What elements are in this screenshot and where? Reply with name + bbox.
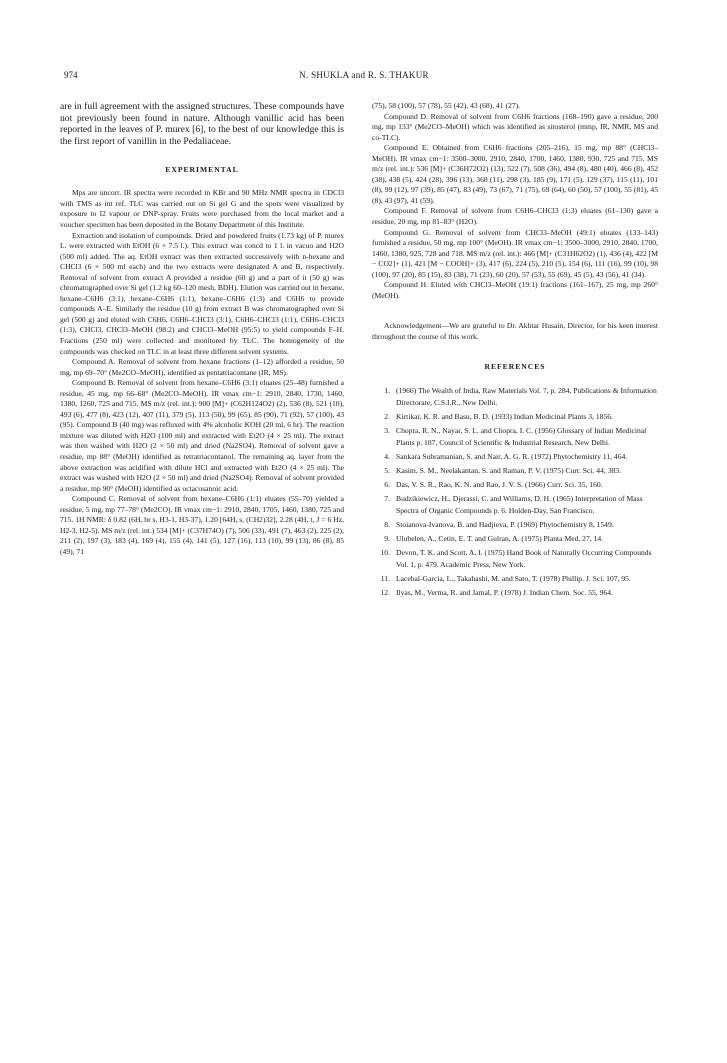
paragraph-compound-d: Compound D. Removal of solvent from C6H6 fractions (168–190) gave a residue, 200 mg, mp 133° (Me2CO–MeOH) which was identified as sitosterol (mmp, IR, NMR, MS and co-TLC). <box>372 111 658 142</box>
intro-paragraph: are in full agreement with the assigned structures. These compounds have not previously been found in nature. Although vanillic acid has been reported in the leaves of P. murex [6], to the best of our knowledge this is the first report of vanillin in the Pedaliaceae. <box>60 101 344 148</box>
paragraph-extraction: Extraction and isolation of compounds. Dried and powdered fruits (1.73 kg) of P. murex L. were extracted with EtOH (6 × 7.5 l.). This extract was concd to 1 l. in vacuo and H2O (500 ml) added. The aq. EtOH extract was then extracted successively with n-hexane and CHCl3 (6 × 500 ml each) and the two extracts were designated A and B, respectively. Removal of solvent from extract A provided a residue (60 g) and a part of it (50 g) was chromatographed over Si gel (1.2 kg 60–120 mesh, BDH). Elution was carried out in hexane, hexane–C6H6 (3:1), hexane–C6H6 (1:1), hexane–C6H6 (1:3) and C6H6 to provide compounds A–E. Similarly the residue (10 g) from extract B was chromatographed over Si gel (500 g) and eluted with C6H6, C6H6–CHCl3 (3:1), C6H6–CHCl3 (1:1), C6H6–CHCl3 (1:3), CHCl3, CHCl3–MeOH (98:2) and CHCl3–MeOH (95:5) to yield compounds F–H. Fractions (250 ml) were collected and monitored by TLC. The homogeneity of the compounds was checked on TLC in at least three different solvent systems. <box>60 230 344 356</box>
reference-item: 1. (1966) The Wealth of India, Raw Materials Vol. 7, p. 284, Publications & Information Directorate, C.S.I.R., New Delhi. <box>384 386 657 408</box>
reference-item: 5. Kasim, S. M., Neelakantan, S. and Raman, P. V. (1975) Curr. Sci. 44, 383. <box>384 466 621 476</box>
paragraph-compound-e: Compound E. Obtained from C6H6 fractions (205–216), 15 mg, mp 88° (CHCl3–MeOH). IR νmax cm−1: 3500–3000, 2910, 2840, 1700, 1460, 1380, 930, 725 and 715. MS m/z (rel. int.): 536 [M]+ (C36H72O2) (13), 522 (7), 508 (36), 494 (8), 480 (40), 466 (8), 452 (38), 438 (5), 424 (28), 396 (13), 368 (11), 298 (3), 185 (9), 171 (5), 129 (37), 115 (11), 101 (8), 99 (12), 97 (39), 85 (47), 83 (49), 73 (67), 71 (75), 69 (64), 60 (50), 57 (100), 55 (81), 45 (8), 43 (97), 41 (59). <box>372 143 658 205</box>
references-list <box>372 385 658 599</box>
paragraph-compound-g: Compound G. Removal of solvent from CHCl3–MeOH (49:1) eluates (133–143) furnished a residue, 50 mg, mp 100° (MeOH). IR νmax cm−1: 3500–3000, 2910, 2840, 1700, 1460, 1380, 925, 728 and 718. MS m/z (rel. int.): 466 [M]+ (C31H62O2) (1), 436 (4), 422 [M − CO2]+ (1), 421 [M − COOH]+ (3), 417 (6), 224 (5), 210 (5), 154 (6), 111 (16), 99 (10), 98 (100), 97 (20), 85 (15), 83 (38), 71 (23), 60 (20), 57 (53), 55 (69), 45 (5), 43 (56), 41 (34). <box>372 227 658 279</box>
reference-item: 4. Sankara Subramanian, S. and Nair, A. G. R. (1972) Phytochemistry 11, 464. <box>384 452 628 462</box>
paragraph-compound-b: Compound B. Removal of solvent from hexane–C6H6 (3:1) eluates (25–48) furnished a residue, 45 mg, mp 66–68° (Me2CO–MeOH). IR νmax cm−1: 2910, 2840, 1730, 1460, 1380, 1260, 725 and 715. MS m/z (rel. int.): 900 [M]+ (C62H124O2) (2), 536 (8), 521 (10), 493 (6), 477 (8), 423 (12), 407 (11), 379 (5), 113 (50), 99 (65), 85 (90), 71 (92), 57 (100), 43 (95). Compound B (40 mg) was refluxed with 4% alcoholic KOH (20 ml, 6 hr). The reaction mixture was diluted with H2O (100 ml) and extracted with Et2O (4 × 25 ml). The extract was then washed with H2O (2 × 50 ml) and dried (Na2SO4). Removal of solvent gave a residue, mp 88° (MeOH) identified as tetratriacontanol. The remaining aq. layer from the above extraction was acidified with dilute HCl and extracted with Et2O (4 × 25 ml). The extract was washed with H2O (2 × 50 ml) and dried (Na2SO4). Removal of solvent provided a residue, mp 90° (MeOH) identified as octacosanoic acid. <box>60 378 344 493</box>
page-header <box>64 70 664 84</box>
running-head-authors: N. SHUKLA and R. S. THAKUR <box>299 70 429 80</box>
reference-item: 10. Devon, T. K. and Scott, A. I. (1975) Hand Book of Naturally Occurring Compounds Vol. 1, p. 479. Academic Press, New York. <box>380 548 652 570</box>
page-number: 974 <box>64 70 78 80</box>
references-heading: REFERENCES <box>484 362 546 372</box>
reference-item: 2. Kirtikar, K. R. and Basu, B. D. (1933) Indian Medicinal Plants 3, 1856. <box>384 412 613 422</box>
reference-item: 7. Budzikiewicz, H., Djerassi, C. and Williams, D. H. (1965) Interpretation of Mass Spectra of Organic Compounds p. 6. Holden-Day, San Francisco. <box>384 494 643 516</box>
paragraph-compound-c: Compound C. Removal of solvent from hexane–C6H6 (1:1) eluates (55–70) yielded a residue, 5 mg, mp 77–78° (Me2CO). IR νmax cm−1: 2910, 2840, 1705, 1460, 1380, 725 and 715. 1H NMR: δ 0.82 (6H, br s, H3-1, H3-37), 1.20 [64H, s, (CH2)32], 2.28 (4H, t, J = 6 Hz, H2-3, H2-5). MS m/z (rel. int.) 534 [M]+ (C37H74O) (7), 506 (33), 491 (7), 463 (2), 225 (2), 211 (2), 197 (3), 183 (4), 169 (4), 155 (4), 141 (5), 127 (16), 113 (10), 99 (13), 86 (8), 85 (49), 71 <box>60 494 344 556</box>
reference-item: 12. Ilyas, M., Verma, R. and Jamal, P. (1978) J. Indian Chem. Soc. 55, 964. <box>380 588 613 598</box>
paragraph-methods: Mps are uncorr. IR spectra were recorded in KBr and 90 MHz NMR spectra in CDCl3 with TMS as int ref. TLC was carried out on Si gel G and the spots were visualized by exposure to I2 vapour or DNP-spray. Fruits were purchased from the local market and a voucher specimen has been deposited in the Botany Department of this Institute. <box>60 188 344 229</box>
section-heading: EXPERIMENTAL <box>165 164 239 174</box>
left-column <box>60 101 344 558</box>
reference-item: 11. Lacebal-Garcia, L., Takahashi, M. and Sato, T. (1978) Phillip. J. Sci. 107, 95. <box>380 574 631 584</box>
paragraph-compound-f: Compound F. Removal of solvent from C6H6–CHCl3 (1:3) eluates (61–130) gave a residue, 20 mg, mp 81–83° (H2O). <box>372 206 658 227</box>
acknowledgement: Acknowledgement—We are grateful to Dr. Akhtar Husain, Director, for his keen interest throughout the course of this work. <box>372 321 658 341</box>
reference-item: 9. Ulubelen, A., Cetin, E. T. and Gulran, A. (1975) Planta Med. 27, 14. <box>384 534 604 544</box>
reference-item: 6. Das, V. S. R., Rao, K. N. and Rao, J. V. S. (1966) Curr. Sci. 35, 160. <box>384 480 603 490</box>
paragraph-continued: (75), 58 (100), 57 (78), 55 (42), 43 (68), 41 (27). <box>372 101 521 110</box>
paragraph-compound-a: Compound A. Removal of solvent from hexane fractions (1–12) afforded a residue, 50 mg, mp 69–70° (Me2CO–MeOH), identified as pentatriacontane (IR, MS). <box>60 357 344 377</box>
paragraph-compound-h: Compound H. Eluted with CHCl3–MeOH (19:1) fractions (161–167), 25 mg, mp 260° (MeOH). <box>372 280 658 300</box>
reference-item: 8. Stoianova-Ivanova, B. and Hadjieva, P. (1969) Phytochemistry 8, 1549. <box>384 520 614 530</box>
reference-item: 3. Chopra, R. N., Nayar, S. L. and Chopra, I. C. (1956) Glossary of Indian Medicinal Plants p. 187. Council of Scientific & Industrial Research, New Delhi. <box>384 426 647 448</box>
right-column <box>372 101 658 601</box>
